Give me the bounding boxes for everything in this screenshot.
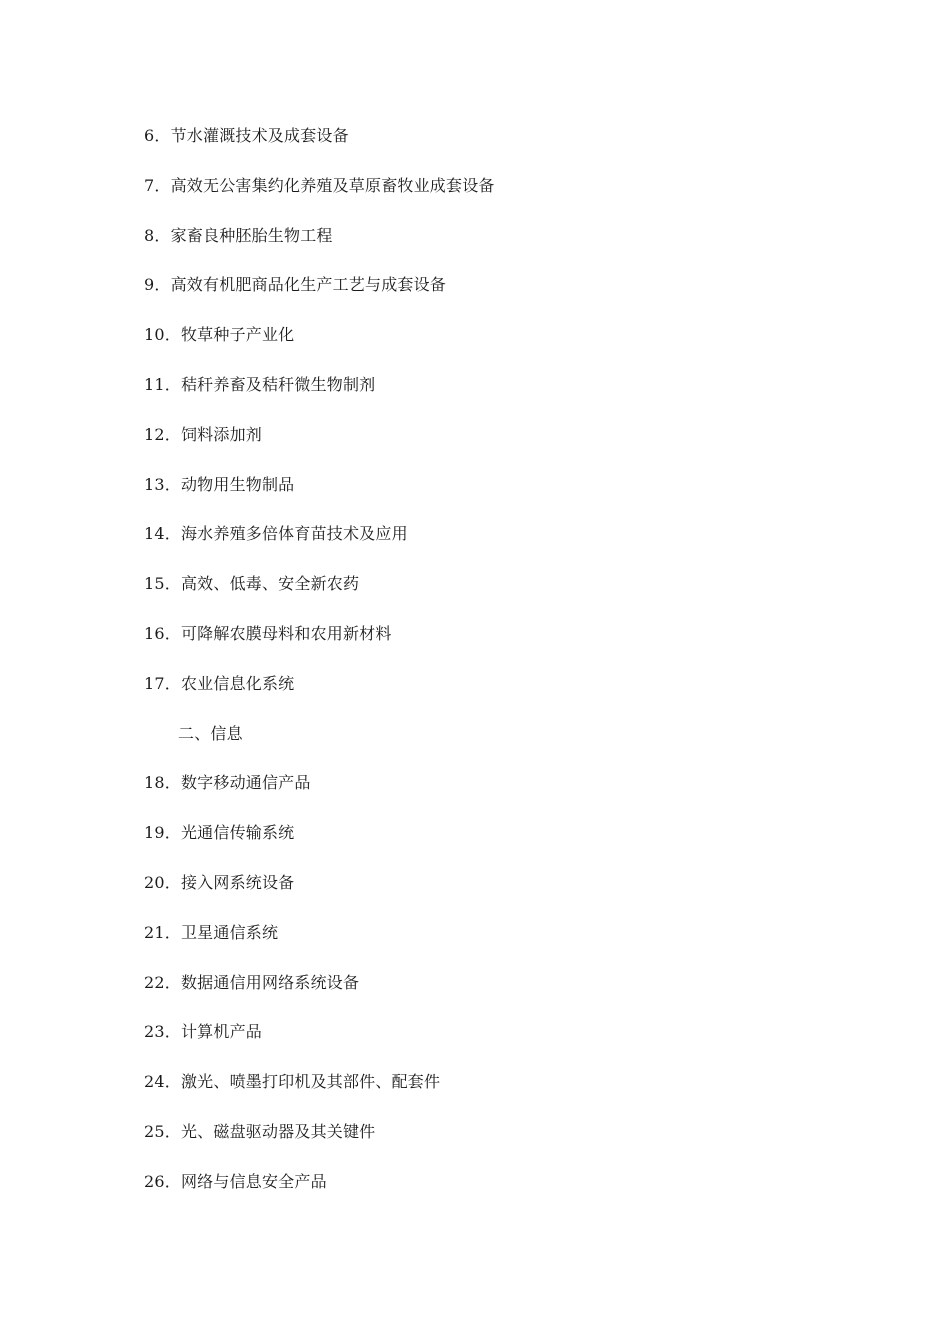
item-number: 7．	[144, 175, 171, 195]
list-item	[144, 1120, 495, 1170]
item-text: 高效无公害集约化养殖及草原畜牧业成套设备	[170, 175, 495, 195]
item-number: 20．	[144, 872, 181, 892]
list-item	[144, 174, 495, 224]
list-item	[144, 423, 495, 473]
list-item	[144, 1020, 495, 1070]
item-number: 18．	[144, 773, 181, 793]
item-number: 22．	[144, 972, 181, 992]
list-item	[144, 672, 495, 722]
list-item	[144, 473, 495, 523]
item-number: 8．	[144, 225, 171, 245]
item-number: 16．	[144, 623, 181, 643]
list-item	[144, 1070, 495, 1120]
section-heading: 二、信息	[178, 723, 243, 743]
item-text: 饲料添加剂	[180, 424, 262, 444]
list-item	[144, 124, 495, 174]
item-text: 农业信息化系统	[180, 673, 295, 693]
list-item	[144, 373, 495, 423]
item-number: 11．	[144, 374, 181, 394]
catalog-list	[144, 124, 495, 1220]
item-text: 可降解农膜母料和农用新材料	[180, 623, 392, 643]
item-text: 计算机产品	[180, 1022, 262, 1042]
list-item	[144, 821, 495, 871]
item-number: 25．	[144, 1121, 181, 1141]
item-number: 23．	[144, 1022, 181, 1042]
item-text: 光通信传输系统	[180, 823, 295, 843]
list-item	[144, 771, 495, 821]
list-item	[144, 1170, 495, 1220]
list-item	[144, 572, 495, 622]
item-text: 数字移动通信产品	[180, 773, 311, 793]
item-number: 9．	[144, 275, 171, 295]
item-text: 接入网系统设备	[180, 872, 295, 892]
list-item	[144, 323, 495, 373]
list-item	[144, 622, 495, 672]
item-text: 动物用生物制品	[180, 474, 295, 494]
list-item	[144, 921, 495, 971]
item-number: 13．	[144, 474, 181, 494]
item-text: 卫星通信系统	[180, 922, 279, 942]
item-number: 17．	[144, 673, 181, 693]
item-text: 秸秆养畜及秸秆微生物制剂	[180, 374, 376, 394]
item-text: 光、磁盘驱动器及其关键件	[180, 1121, 376, 1141]
item-number: 26．	[144, 1171, 181, 1191]
list-item	[144, 224, 495, 274]
item-number: 12．	[144, 424, 181, 444]
item-number: 14．	[144, 524, 181, 544]
item-text: 家畜良种胚胎生物工程	[170, 225, 333, 245]
item-number: 24．	[144, 1072, 181, 1092]
item-text: 网络与信息安全产品	[180, 1171, 327, 1191]
item-text: 高效有机肥商品化生产工艺与成套设备	[170, 275, 446, 295]
item-text: 高效、低毒、安全新农药	[180, 574, 360, 594]
item-text: 牧草种子产业化	[180, 325, 295, 345]
list-item	[144, 273, 495, 323]
item-number: 10．	[144, 325, 181, 345]
item-text: 数据通信用网络系统设备	[180, 972, 360, 992]
item-number: 19．	[144, 823, 181, 843]
item-number: 6．	[144, 126, 171, 145]
list-item	[144, 871, 495, 921]
item-text: 激光、喷墨打印机及其部件、配套件	[180, 1072, 441, 1092]
item-number: 21．	[144, 922, 181, 942]
item-text: 节水灌溉技术及成套设备	[170, 126, 349, 145]
list-item	[144, 971, 495, 1021]
item-number: 15．	[144, 574, 181, 594]
item-text: 海水养殖多倍体育苗技术及应用	[180, 524, 408, 544]
list-item	[144, 522, 495, 572]
